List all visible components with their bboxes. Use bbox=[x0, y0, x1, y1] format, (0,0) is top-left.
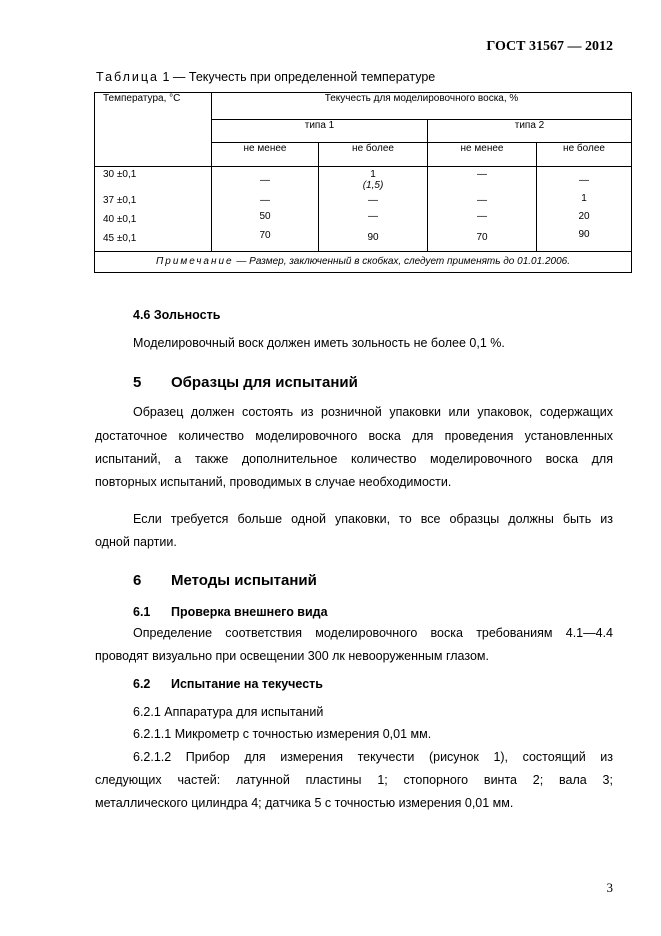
para-line: следующих частей: латунной пластины 1; стопорного винта 2; вала 3; bbox=[95, 773, 613, 787]
table-caption-label: Таблица bbox=[96, 70, 160, 84]
value-cell: — bbox=[368, 211, 378, 222]
para-line: испытаний, а также дополнительное количество моделировочного воска для bbox=[95, 452, 613, 466]
section-6-title: Методы испытаний bbox=[171, 572, 317, 589]
section-6-2-number: 6.2 bbox=[133, 677, 151, 691]
section-6-1-number: 6.1 bbox=[133, 605, 151, 619]
value-cell: — bbox=[579, 175, 589, 186]
para-line: 6.2.1.2 Прибор для измерения текучести (рисунок 1), состоящий из bbox=[133, 750, 613, 764]
col-type2-min bbox=[428, 167, 537, 252]
para-line: достаточное количество моделировочного воска для проведения установленных bbox=[95, 429, 613, 443]
value-cell: — bbox=[477, 195, 487, 206]
para-line: Определение соответствия моделировочного воска требованиям 4.1—4.4 bbox=[133, 626, 613, 640]
col-temps bbox=[95, 167, 212, 252]
section-5-title: Образцы для испытаний bbox=[171, 374, 358, 391]
temp-cell: 40 ±0,1 bbox=[103, 214, 137, 225]
para-line: проводят визуально при освещении 300 лк невооруженным глазом. bbox=[95, 649, 489, 663]
note-label: Примечание bbox=[156, 256, 234, 267]
para-line: одной партии. bbox=[95, 535, 177, 549]
temp-cell: 37 ±0,1 bbox=[103, 195, 137, 206]
col-type2-max bbox=[537, 167, 632, 252]
section-5-heading bbox=[133, 374, 358, 391]
header-type2-min: не менее bbox=[428, 143, 537, 167]
value-cell: — bbox=[260, 195, 270, 206]
value-cell: — bbox=[260, 175, 270, 186]
value-cell: 90 bbox=[578, 229, 590, 240]
note-text: — Размер, заключенный в скобках, следует применять до 01.01.2006. bbox=[233, 256, 570, 267]
col-type1-min bbox=[212, 167, 319, 252]
flow-table bbox=[94, 92, 632, 273]
value-cell: 20 bbox=[578, 211, 590, 222]
value-cell: (1,5) bbox=[362, 180, 384, 191]
value-cell: — bbox=[477, 169, 487, 180]
temp-cell: 45 ±0,1 bbox=[103, 233, 137, 244]
para-line: Если требуется больше одной упаковки, то все образцы должны быть из bbox=[133, 512, 613, 526]
value-cell: 1 bbox=[581, 193, 587, 204]
para-line: Образец должен состоять из розничной упаковки или упаковок, содержащих bbox=[133, 405, 613, 419]
section-6-1-title: Проверка внешнего вида bbox=[171, 605, 328, 619]
header-type2-max: не более bbox=[537, 143, 632, 167]
header-type1: типа 1 bbox=[212, 120, 428, 143]
document-header: ГОСТ 31567 — 2012 bbox=[486, 39, 613, 54]
section-4-6-text: Моделировочный воск должен иметь зольность не более 0,1 %. bbox=[133, 336, 505, 350]
col-type1-max bbox=[319, 167, 428, 252]
para-line: металлического цилиндра 4; датчика 5 с точностью измерения 0,01 мм. bbox=[95, 796, 514, 810]
value-cell: 90 bbox=[367, 232, 379, 243]
header-flow: Текучесть для моделировочного воска, % bbox=[212, 93, 632, 120]
header-type2: типа 2 bbox=[428, 120, 632, 143]
section-4-6-title: 4.6 Зольность bbox=[133, 308, 221, 322]
section-6-2-heading bbox=[133, 677, 323, 691]
section-6-heading bbox=[133, 572, 317, 589]
temp-cell: 30 ±0,1 bbox=[103, 169, 137, 180]
header-temperature: Температура, °С bbox=[95, 93, 212, 167]
value-cell: 50 bbox=[259, 211, 271, 222]
item-6-2-1-1: 6.2.1.1 Микрометр с точностью измерения 0,01 мм. bbox=[133, 727, 432, 741]
section-6-1-heading bbox=[133, 605, 328, 619]
page-number: 3 bbox=[606, 880, 613, 895]
table-caption-text: 1 — Текучесть при определенной температуре bbox=[159, 70, 436, 84]
value-cell: 70 bbox=[476, 232, 488, 243]
value-cell: 70 bbox=[259, 230, 271, 241]
value-cell: — bbox=[368, 195, 378, 206]
header-type1-min: не менее bbox=[212, 143, 319, 167]
value-cell: — bbox=[477, 211, 487, 222]
table-caption bbox=[96, 70, 435, 84]
item-6-2-1: 6.2.1 Аппаратура для испытаний bbox=[133, 705, 324, 719]
table-note bbox=[95, 252, 632, 273]
section-5-number: 5 bbox=[133, 374, 142, 391]
value-cell: 1 bbox=[370, 169, 376, 180]
header-type1-max: не более bbox=[319, 143, 428, 167]
section-6-2-title: Испытание на текучесть bbox=[171, 677, 323, 691]
para-line: повторных испытаний, проводимых в случае необходимости. bbox=[95, 475, 452, 489]
section-6-number: 6 bbox=[133, 572, 142, 589]
